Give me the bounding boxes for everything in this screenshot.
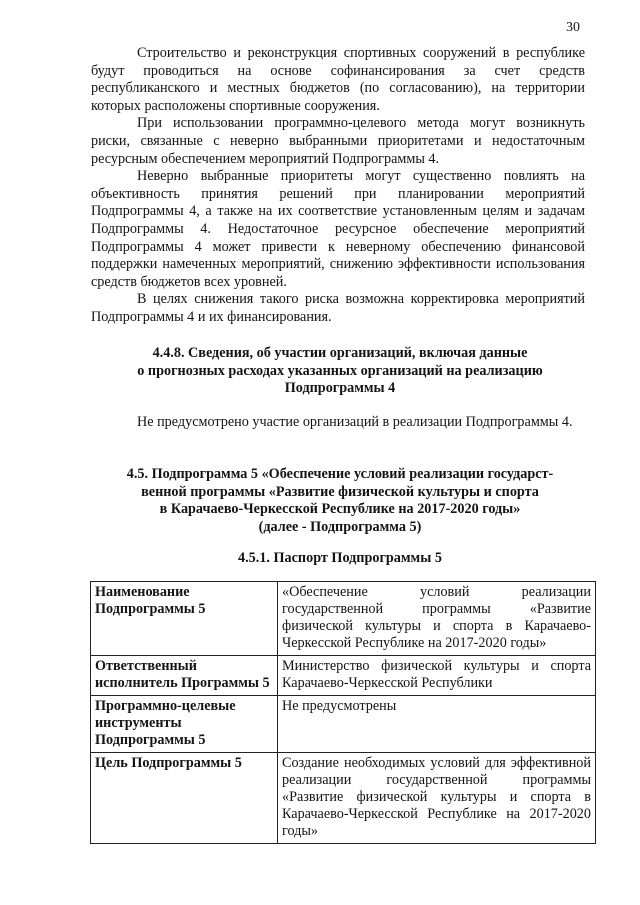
- row-value: Создание необходимых условий для эффективной реализации государственной программы «Развитие физической культуры и спорта в Карачаево-Черкесской Республике на 2017-2020 годы»: [278, 753, 596, 844]
- row-value: «Обеспечение условий реализации государственной программы «Развитие физической культуры и спорта в Карачаево-Черкесской Республике на 2017-2020 годы»: [278, 582, 596, 656]
- section-heading-4-5-1: [75, 550, 605, 568]
- heading-line: в Карачаево-Черкесской Республике на 2017-2020 годы»: [159, 501, 521, 518]
- row-label: Наименование Подпрограммы 5: [91, 582, 278, 656]
- heading-line: 4.5. Подпрограмма 5 «Обеспечение условий реализации государст-: [126, 466, 554, 482]
- passport-table: [90, 581, 596, 844]
- paragraph-priorities: Неверно выбранные приоритеты могут существенно повлиять на объективность принятия решений при планировании мероприятий Подпрограммы 4, а также на их соответствие установленным целям и задачам Подпрограммы 4. Недостаточное ресурсное обеспечение мероприятий Подпрограммы 4 может привести к неверному обеспечению финансовой поддержки намеченных мероприятий, снижению эффективности использования средств бюджетов всех уровней.: [91, 168, 585, 290]
- heading-line: Подпрограммы 4: [284, 380, 396, 397]
- table-row: [91, 753, 596, 844]
- heading-line: (далее - Подпрограмма 5): [258, 518, 422, 535]
- heading-line: 4.4.8. Сведения, об участии организаций, включая данные: [152, 345, 528, 361]
- heading-line: 4.5.1. Паспорт Подпрограммы 5: [238, 550, 442, 566]
- row-value: Не предусмотрены: [278, 696, 596, 753]
- section-heading-4-5: [75, 466, 605, 536]
- row-label: Цель Подпрограммы 5: [91, 753, 278, 844]
- heading-line: венной программы «Развитие физической культуры и спорта: [141, 483, 539, 500]
- table-row: [91, 696, 596, 753]
- paragraph-no-participation: Не предусмотрено участие организаций в реализации Подпрограммы 4.: [137, 414, 573, 430]
- section-heading-4-4-8: [75, 345, 605, 398]
- row-label: Программно-целевые инструменты Подпрограммы 5: [91, 696, 278, 753]
- paragraph-construction: Строительство и реконструкция спортивных сооружений в республике будут проводиться на основе софинансирования за счет средств республиканского и местных бюджетов (по согласованию), на территории которых расположены спортивные сооружения.: [91, 45, 585, 114]
- row-value: Министерство физической культуры и спорта Карачаево-Черкесской Республики: [278, 656, 596, 696]
- row-label: Ответственный исполнитель Программы 5: [91, 656, 278, 696]
- table-row: [91, 582, 596, 656]
- page-number: 30: [566, 20, 580, 35]
- heading-line: о прогнозных расходах указанных организаций на реализацию: [137, 362, 543, 379]
- table-row: [91, 656, 596, 696]
- paragraph-risk-mitigation: В целях снижения такого риска возможна корректировка мероприятий Подпрограммы 4 и их финансирования.: [91, 291, 585, 325]
- paragraph-risks: При использовании программно-целевого метода могут возникнуть риски, связанные с неверно выбранными приоритетами и недостаточным ресурсным обеспечением мероприятий Подпрограммы 4.: [91, 115, 585, 167]
- section-4-4-8-body: [91, 414, 585, 432]
- intro-paragraphs: [91, 45, 585, 327]
